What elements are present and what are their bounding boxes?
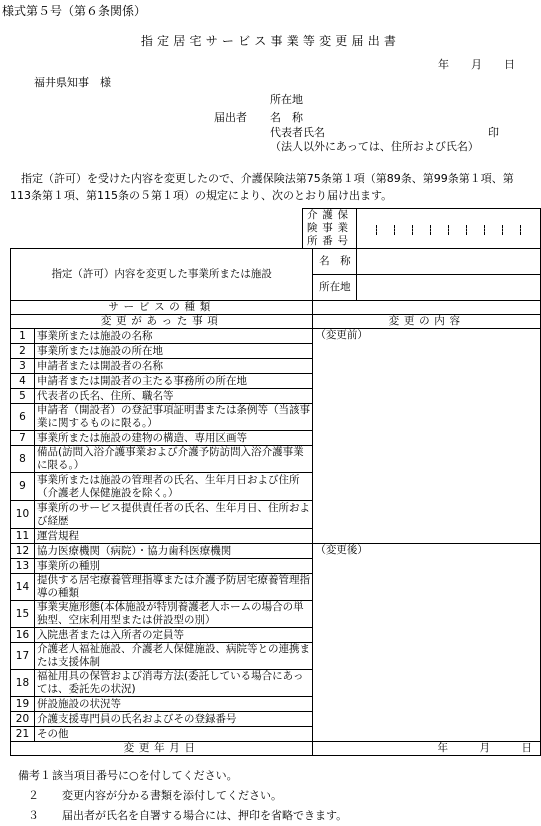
change-content-header: 変更の内容 — [313, 315, 541, 329]
applicant-representative-label: 代表者氏名 — [270, 126, 325, 139]
facility-address-field[interactable] — [357, 275, 541, 301]
item-description: 事業所のサービス提供責任者の氏名、生年月日、住所および経歴 — [34, 501, 312, 529]
item-description: 協力医療機関（病院）・協力歯科医療機関 — [34, 544, 312, 559]
item-description: 提供する居宅療養管理指導または介護予防居宅療養管理指導の種類 — [34, 574, 312, 601]
item-number[interactable]: 14 — [11, 574, 35, 601]
item-number[interactable]: 5 — [11, 389, 35, 404]
change-after-field[interactable] — [313, 544, 541, 742]
remark-1: 備考１該当項目番号に○を付してください。 — [18, 769, 238, 782]
change-item-row — [11, 329, 541, 344]
form-number: 様式第５号（第６条関係） — [2, 4, 147, 18]
service-type-label: サービスの種類 — [11, 301, 313, 315]
changed-item-header: 変更があった事項 — [11, 315, 313, 329]
facility-name-label: 名 称 — [313, 249, 357, 275]
before-label: （変更前） — [315, 329, 368, 341]
change-date-field[interactable]: 年 月 日 — [313, 742, 541, 756]
applicant-label: 届出者 — [214, 111, 247, 124]
change-form-table — [10, 208, 541, 756]
change-date-row — [11, 742, 541, 756]
item-number[interactable]: 3 — [11, 359, 35, 374]
item-number[interactable]: 9 — [11, 473, 35, 501]
item-description: 事業所または施設の管理者の氏名、生年月日および住所（介護老人保健施設を除く。） — [34, 473, 312, 501]
item-number[interactable]: 11 — [11, 529, 35, 544]
item-description: 福祉用具の保管および消毒方法(委託している場合にあっては、委託先の状況) — [34, 670, 312, 697]
applicant-name-label: 名 称 — [270, 111, 303, 124]
item-number[interactable]: 8 — [11, 446, 35, 473]
item-number[interactable]: 13 — [11, 559, 35, 574]
item-number[interactable]: 7 — [11, 431, 35, 446]
item-number[interactable]: 17 — [11, 643, 35, 670]
item-description: 併設施設の状況等 — [34, 697, 312, 712]
item-number[interactable]: 21 — [11, 727, 35, 742]
item-number[interactable]: 16 — [11, 628, 35, 643]
item-description: 介護支援専門員の氏名およびその登録番号 — [34, 712, 312, 727]
facility-address-label: 所在地 — [313, 275, 357, 301]
item-number[interactable]: 4 — [11, 374, 35, 389]
item-description: 入院患者または入所者の定員等 — [34, 628, 312, 643]
item-description: 事業所または施設の所在地 — [34, 344, 312, 359]
item-number[interactable]: 15 — [11, 601, 35, 628]
item-description: 介護老人福祉施設、介護老人保健施設、病院等との連携または支援体制 — [34, 643, 312, 670]
submission-date: 年 月 日 — [438, 58, 515, 71]
remark-3: ３ 届出者が氏名を自署する場合には、押印を省略できます。 — [28, 809, 348, 822]
item-description: その他 — [34, 727, 312, 742]
facility-name-field[interactable] — [357, 249, 541, 275]
document-title: 指定居宅サービス事業等変更届出書 — [140, 34, 401, 48]
item-number[interactable]: 12 — [11, 544, 35, 559]
item-description: 備品(訪問入浴介護事業および介護予防訪問入浴介護事業に限る。） — [34, 446, 312, 473]
item-number[interactable]: 6 — [11, 404, 35, 431]
insurer-number-field[interactable] — [357, 209, 541, 249]
item-description: 申請者（開設者）の登記事項証明書または条例等（当該事業に関するものに限る。） — [34, 404, 312, 431]
seal-mark: 印 — [488, 126, 499, 139]
remarks — [18, 766, 347, 826]
addressee: 福井県知事 様 — [34, 76, 111, 89]
item-description: 申請者または開設者の名称 — [34, 359, 312, 374]
item-description: 申請者または開設者の主たる事務所の所在地 — [34, 374, 312, 389]
insurer-number-label: 介護保険事業所番号 — [303, 209, 357, 249]
applicant-note: （法人以外にあっては、住所および氏名） — [270, 140, 479, 153]
change-before-field[interactable] — [313, 329, 541, 544]
item-description: 事業実施形態(本体施設が特別養護老人ホームの場合の単独型、空床利用型または併設型の別） — [34, 601, 312, 628]
item-description: 事業所の種別 — [34, 559, 312, 574]
declaration-text: 指定（許可）を受けた内容を変更したので、介護保険法第75条第１項（第89条、第99条第１項、第113条第１項、第115条の５第１項）の規定により、次のとおり届け出ます。 — [10, 172, 514, 202]
item-description: 運営規程 — [34, 529, 312, 544]
change-date-label: 変更年月日 — [11, 742, 313, 756]
item-number[interactable]: 18 — [11, 670, 35, 697]
service-type-field[interactable] — [313, 301, 541, 315]
change-item-row — [11, 544, 541, 559]
item-number[interactable]: 19 — [11, 697, 35, 712]
facility-label: 指定（許可）内容を変更した事業所または施設 — [11, 249, 313, 301]
insurer-number-row — [11, 209, 541, 249]
item-number[interactable]: 1 — [11, 329, 35, 344]
item-number[interactable]: 10 — [11, 501, 35, 529]
remark-2: ２ 変更内容が分かる書類を添付してください。 — [28, 789, 282, 802]
item-description: 事業所または施設の名称 — [34, 329, 312, 344]
item-description: 事業所または施設の建物の構造、専用区画等 — [34, 431, 312, 446]
item-number[interactable]: 20 — [11, 712, 35, 727]
item-number[interactable]: 2 — [11, 344, 35, 359]
item-description: 代表者の氏名、住所、職名等 — [34, 389, 312, 404]
applicant-address-label: 所在地 — [270, 93, 303, 106]
after-label: （変更後） — [315, 544, 368, 556]
